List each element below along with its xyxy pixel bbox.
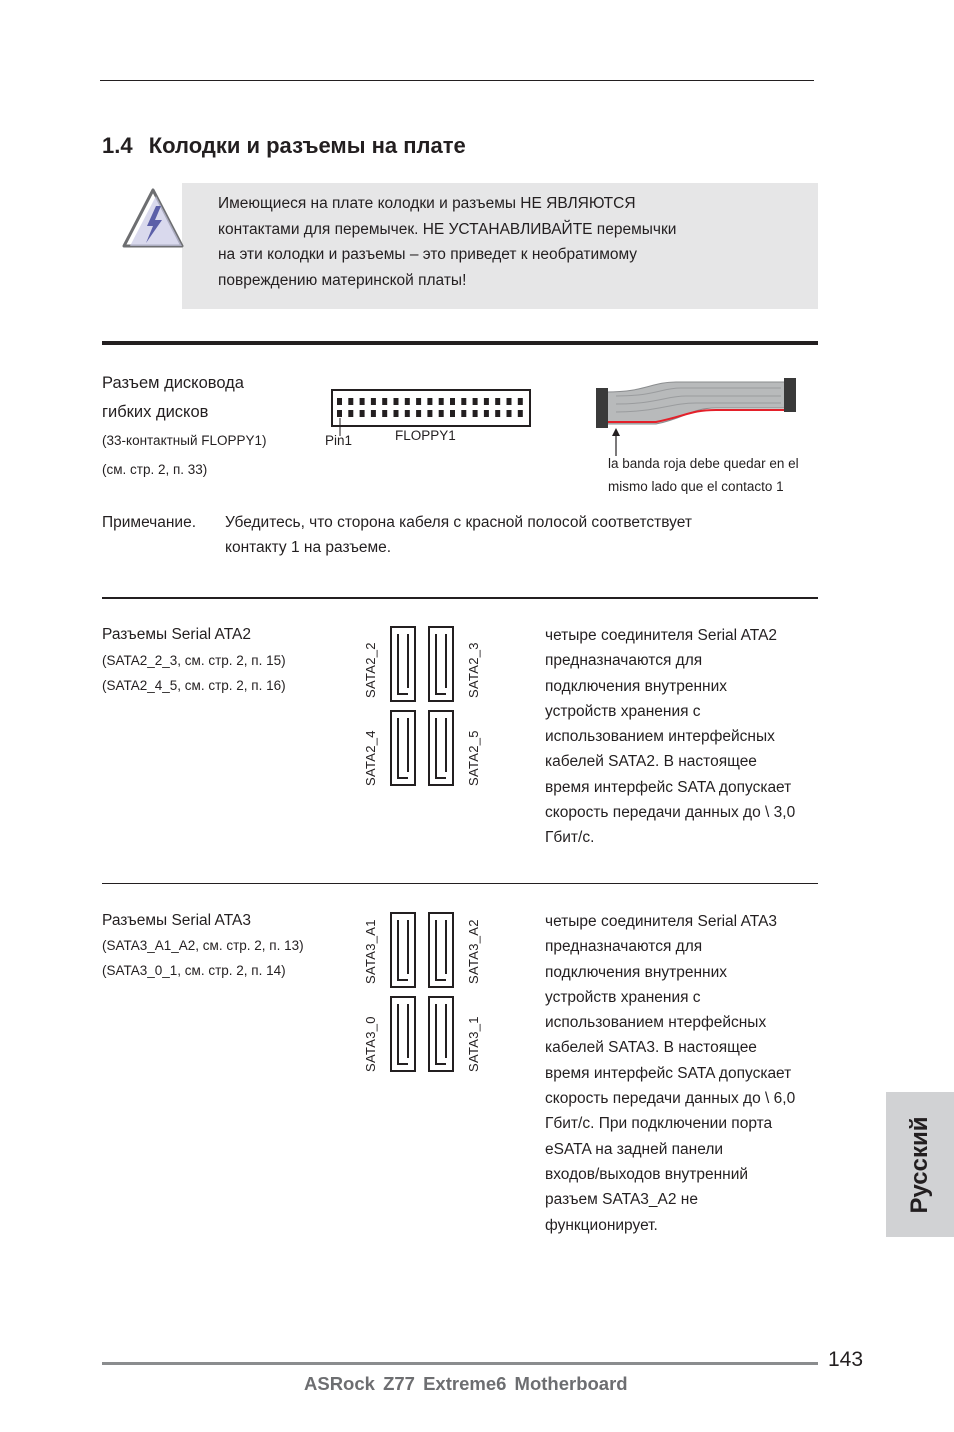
floppy-pin (507, 398, 512, 405)
sata3-desc-line: функционирует. (545, 1216, 658, 1234)
sata2-desc-line: Гбит/с. (545, 829, 595, 847)
floppy-pin (371, 410, 376, 417)
cable-note-line2: mismo lado que el contacto 1 (608, 479, 784, 494)
warning-box (182, 183, 818, 309)
floppy-pin (461, 410, 466, 417)
section-divider (102, 341, 818, 345)
warning-line: на эти колодки и разъемы – это приведет к необратимому (218, 246, 638, 263)
floppy-pin (394, 410, 399, 417)
floppy-sub1: (33-контактный FLOPPY1) (102, 433, 267, 448)
warning-line: повреждению материнской платы! (218, 271, 467, 289)
cable-note-line1: la banda roja debe quedar en el (608, 456, 799, 471)
floppy-pin (405, 410, 410, 417)
sata2-desc-line: кабелей SATA2. В настоящее (545, 753, 757, 771)
floppy-pin (439, 398, 444, 405)
sata3-desc-line: устройств хранения с (545, 988, 701, 1006)
floppy-pin (518, 398, 523, 405)
section-title: Колодки и разъемы на плате (148, 133, 466, 158)
floppy-pin (461, 398, 466, 405)
sata3-a2-label: SATA3_A2 (466, 919, 481, 984)
sata2-3-label: SATA2_3 (466, 642, 481, 698)
floppy-pin (427, 410, 432, 417)
section-number: 1.4 (102, 133, 133, 158)
sata2-desc-line: четыре соединителя Serial ATA2 (545, 627, 778, 644)
sata3-sub2: (SATA3_0_1, см. стр. 2, п. 14) (102, 963, 286, 978)
floppy-title-line2: гибких дисков (102, 403, 209, 421)
page-number: 143 (828, 1348, 864, 1371)
sata2-connectors-diagram (390, 626, 460, 788)
sata2-sub1: (SATA2_2_3, см. стр. 2, п. 15) (102, 653, 286, 668)
floppy-pin (360, 410, 365, 417)
floppy-pin (473, 398, 478, 405)
sata3-desc-line: кабелей SATA3. В настоящее (545, 1039, 757, 1057)
floppy-pin (473, 410, 478, 417)
sata3-sub1: (SATA3_A1_A2, см. стр. 2, п. 13) (102, 938, 304, 953)
floppy-pin (518, 410, 523, 417)
floppy-pin (360, 398, 365, 405)
floppy-pin (382, 410, 387, 417)
floppy-pin (416, 410, 421, 417)
sata3-desc-line: входов/выходов внутренний (545, 1165, 749, 1183)
floppy-pin (382, 398, 387, 405)
floppy-sub2: (см. стр. 2, п. 33) (102, 462, 208, 477)
footer-text: ASRock Z77 Extreme6 Motherboard (304, 1373, 628, 1394)
sata2-desc-line: скорость передачи данных до \ 3,0 (545, 804, 796, 822)
sata3-desc-line: Гбит/с. При подключении порта (545, 1115, 773, 1133)
sata2-desc-line: устройств хранения с (545, 702, 701, 720)
sata3-desc-line: четыре соединителя Serial ATA3 (545, 913, 778, 930)
floppy-pin (427, 398, 432, 405)
section-divider (102, 597, 818, 599)
sata3-description (545, 909, 825, 1238)
floppy-pin (348, 410, 353, 417)
floppy-pin (450, 398, 455, 405)
warning-line: контактами для перемычек. НЕ УСТАНАВЛИВАЙТЕ перемычки (218, 220, 677, 238)
floppy-pin (484, 398, 489, 405)
warning-line: Имеющиеся на плате колодки и разъемы НЕ ЯВЛЯЮТСЯ (218, 195, 636, 212)
floppy-pin (348, 398, 353, 405)
floppy-pin (394, 398, 399, 405)
pin1-label: Pin1 (325, 433, 353, 448)
floppy-pin (450, 410, 455, 417)
floppy-cable-image (596, 378, 796, 434)
language-tab-label: Русский (906, 1116, 933, 1213)
sata2-title: Разъемы Serial ATA2 (102, 626, 251, 643)
sata3-desc-line: разъем SATA3_A2 не (545, 1191, 698, 1209)
section-divider (102, 883, 818, 884)
sata2-sub2: (SATA2_4_5, см. стр. 2, п. 16) (102, 678, 286, 693)
floppy-pin (495, 410, 500, 417)
floppy-pin (495, 398, 500, 405)
sata3-desc-line: eSATA на задней панели (545, 1140, 724, 1158)
sata3-0-label: SATA3_0 (363, 1016, 378, 1072)
floppy-pin (484, 410, 489, 417)
sata3-desc-line: предназначаются для (545, 938, 703, 956)
floppy-pin (439, 410, 444, 417)
note-line1: Убедитесь, что сторона кабеля с красной полосой соответствует (225, 514, 692, 531)
top-rule (100, 80, 814, 81)
floppy-pin (507, 410, 512, 417)
sata3-connectors-diagram (390, 912, 460, 1074)
sata3-title: Разъемы Serial ATA3 (102, 912, 251, 929)
section-heading (102, 133, 466, 159)
arrow-up-icon (610, 428, 622, 456)
sata3-desc-line: скорость передачи данных до \ 6,0 (545, 1090, 796, 1108)
sata2-desc-line: предназначаются для (545, 652, 703, 670)
sata2-desc-line: использованием интерфейсных (545, 728, 775, 746)
warning-lightning-icon (120, 186, 186, 252)
sata2-desc-line: время интерфейс SATA допускает (545, 778, 792, 796)
floppy1-label: FLOPPY1 (395, 428, 456, 443)
sata2-5-label: SATA2_5 (466, 730, 481, 786)
sata3-desc-line: подключения внутренних (545, 963, 728, 981)
floppy-pin (405, 398, 410, 405)
note-line2: контакту 1 на разъеме. (225, 539, 392, 556)
sata2-4-label: SATA2_4 (363, 730, 378, 786)
sata2-description (545, 623, 825, 851)
floppy-pin (337, 398, 342, 405)
sata2-desc-line: подключения внутренних (545, 677, 728, 695)
sata3-a1-label: SATA3_A1 (363, 919, 378, 984)
floppy-title-line1: Разъем дисковода (102, 374, 244, 392)
sata3-1-label: SATA3_1 (466, 1016, 481, 1072)
sata3-desc-line: использованием нтерфейсных (545, 1014, 767, 1032)
floppy-pin (337, 410, 342, 417)
sata3-desc-line: время интерфейс SATA допускает (545, 1064, 792, 1082)
sata2-2-label: SATA2_2 (363, 642, 378, 698)
note-label: Примечание. (102, 514, 197, 531)
floppy-pin (416, 398, 421, 405)
warning-text (218, 191, 676, 293)
language-tab (886, 1092, 954, 1237)
footer-rule (102, 1362, 818, 1365)
floppy-pin (371, 398, 376, 405)
